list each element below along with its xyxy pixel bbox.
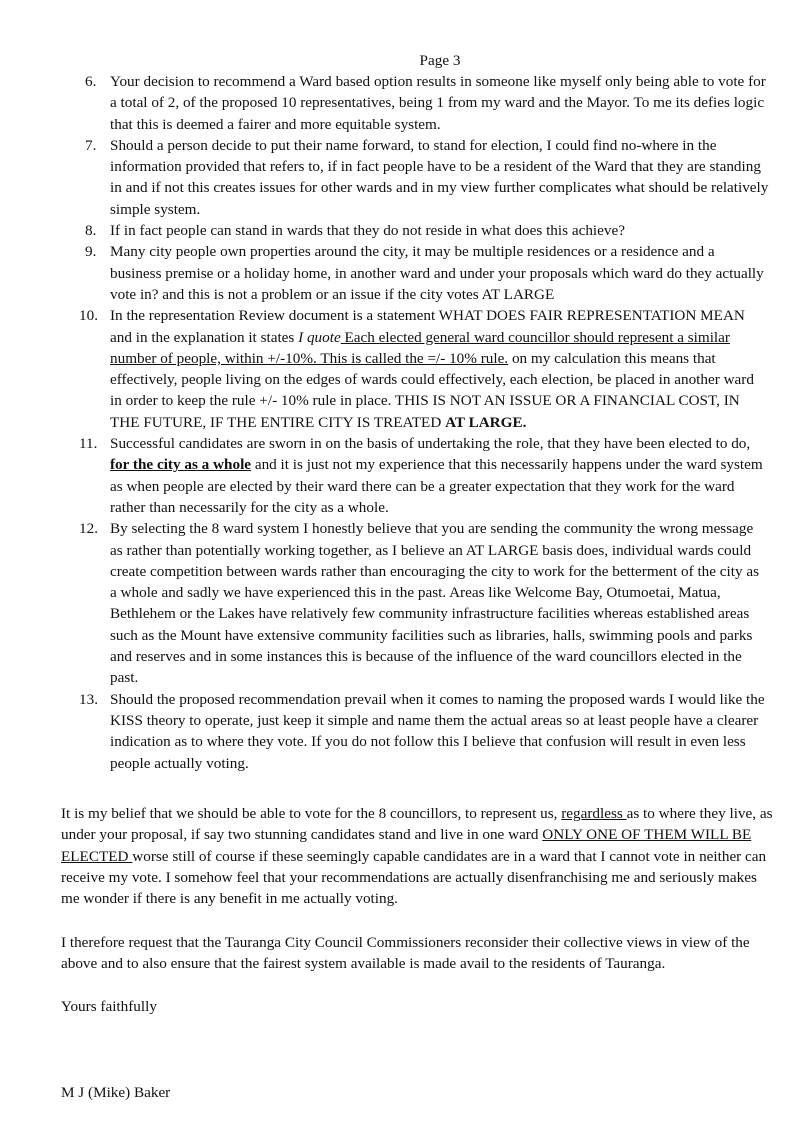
list-item-6: [79, 71, 769, 135]
list-item-11: [79, 433, 769, 518]
list-text: By selecting the 8 ward system I honestly believe that you are sending the community the wrong message as rather than potentially working together, as I believe an AT LARGE basis does, individual wards could create competition between wards rather than encouraging the city to work for the betterment of the city as a whole and sadly we have experienced this in the past. Areas like Welcome Bay, Otumoetai, Matua, Bethlehem or the Lakes have relatively few community infrastructure facilities whereas established areas such as the Mount have extensive community facilities such as libraries, halls, swimming pools and parks and reserves and in some instances this is because of the influence of the ward councillors elected in the past.: [110, 520, 760, 687]
text-segment: It is my belief that we should be able to vote for the 8 councillors, to represent us,: [61, 805, 562, 822]
list-text: Many city people own properties around the city, it may be multiple residences or a residence and a business premise or a holiday home, in another ward and under your proposals which ward do they actually vote in? and this is not a problem or an issue if the city votes AT LARGE: [110, 243, 764, 303]
text-segment: and it is just not my experience that this necessarily happens under the ward system as when people are elected by their ward there can be a greater expectation that they work for the ward rather than necessarily for the city as a whole.: [110, 456, 763, 516]
list-item-10: [79, 305, 769, 433]
text-segment: worse still of course if these seemingly capable candidates are in a ward that I cannot vote in neither can receive my vote. I somehow feel that your recommendations are actually disenfranchising me and seriously makes me wonder if there is any benefit in me actually voting.: [61, 847, 767, 908]
closing-line: Yours faithfully: [61, 998, 157, 1015]
list-number: 8.: [85, 222, 97, 240]
list-item-9: [79, 241, 769, 305]
signature-name: M J (Mike) Baker: [61, 1084, 171, 1101]
text-segment: Successful candidates are sworn in on the basis of undertaking the role, that they have been elected to do,: [110, 435, 751, 453]
numbered-list: [79, 71, 769, 774]
text-segment: as to where they live, as under your proposal, if say two stunning candidates stand and live in one ward: [61, 805, 773, 844]
list-number: 6.: [85, 73, 97, 90]
list-text: Your decision to recommend a Ward based option results in someone like myself only being able to vote for a total of 2, of the proposed 10 representatives, being 1 from my ward and the Mayor. To me its defies logic that this is deemed a fairer and more equitable system.: [110, 73, 766, 133]
list-text: [110, 305, 769, 433]
list-number: 9.: [85, 243, 97, 261]
list-item-12: [79, 518, 769, 688]
list-number: 7.: [85, 136, 97, 154]
emphasis-text: AT LARGE.: [445, 413, 527, 431]
list-text: Should the proposed recommendation prevail when it comes to naming the proposed wards I would like the KISS theory to operate, just keep it simple and name them the actual areas so at least people have a clearer indication as to where they vote. If you do not follow this I believe that confusion will result in even less people actually voting.: [110, 690, 765, 772]
list-text: [110, 433, 769, 518]
list-text: If in fact people can stand in wards that they do not reside in what does this achieve?: [110, 222, 625, 240]
list-number: 13.: [79, 690, 98, 708]
list-item-8: [79, 220, 769, 241]
list-number: 11.: [79, 435, 98, 453]
list-item-7: [79, 135, 769, 220]
quote-label: I quote: [298, 328, 341, 346]
quoted-rule: Each elected general ward councillor should represent a similar number of people, within +/-10%. This is called the =/- 10% rule.: [110, 328, 730, 367]
list-item-13: [79, 689, 769, 774]
page-number: Page 3: [419, 52, 461, 69]
list-number: 12.: [79, 520, 98, 538]
emphasis-text: for the city as a whole: [110, 456, 252, 474]
underlined-text: regardless: [561, 805, 627, 822]
list-number: 10.: [79, 307, 98, 325]
text-segment: In the representation Review document is a statement WHAT DOES FAIR REPRESENTATION MEAN and in the explanation it states: [110, 307, 745, 346]
request-paragraph: I therefore request that the Tauranga City Council Commissioners reconsider their collective views in view of the above and to also ensure that the fairest system available is made avail to the residents of Tauranga.: [61, 934, 750, 973]
list-text: Should a person decide to put their name forward, to stand for election, I could find no-where in the information provided that refers to, if in fact people have to be a resident of the Ward that they are standing in and if not this creates issues for other wards and in my view further complicates what should be relatively simple system.: [110, 136, 769, 218]
underlined-text: ONLY ONE OF THEM WILL BE ELECTED: [61, 826, 752, 865]
body-paragraph: [61, 803, 773, 909]
text-segment: on my calculation this means that effectively, people living on the edges of wards could effectively, each election, be placed in another ward in order to keep the rule +/- 10% rule in place. THIS IS NOT AN ISSUE OR A FINANCIAL COST, IN THE FUTURE, IF THE ENTIRE CITY IS TREATED: [110, 349, 754, 431]
